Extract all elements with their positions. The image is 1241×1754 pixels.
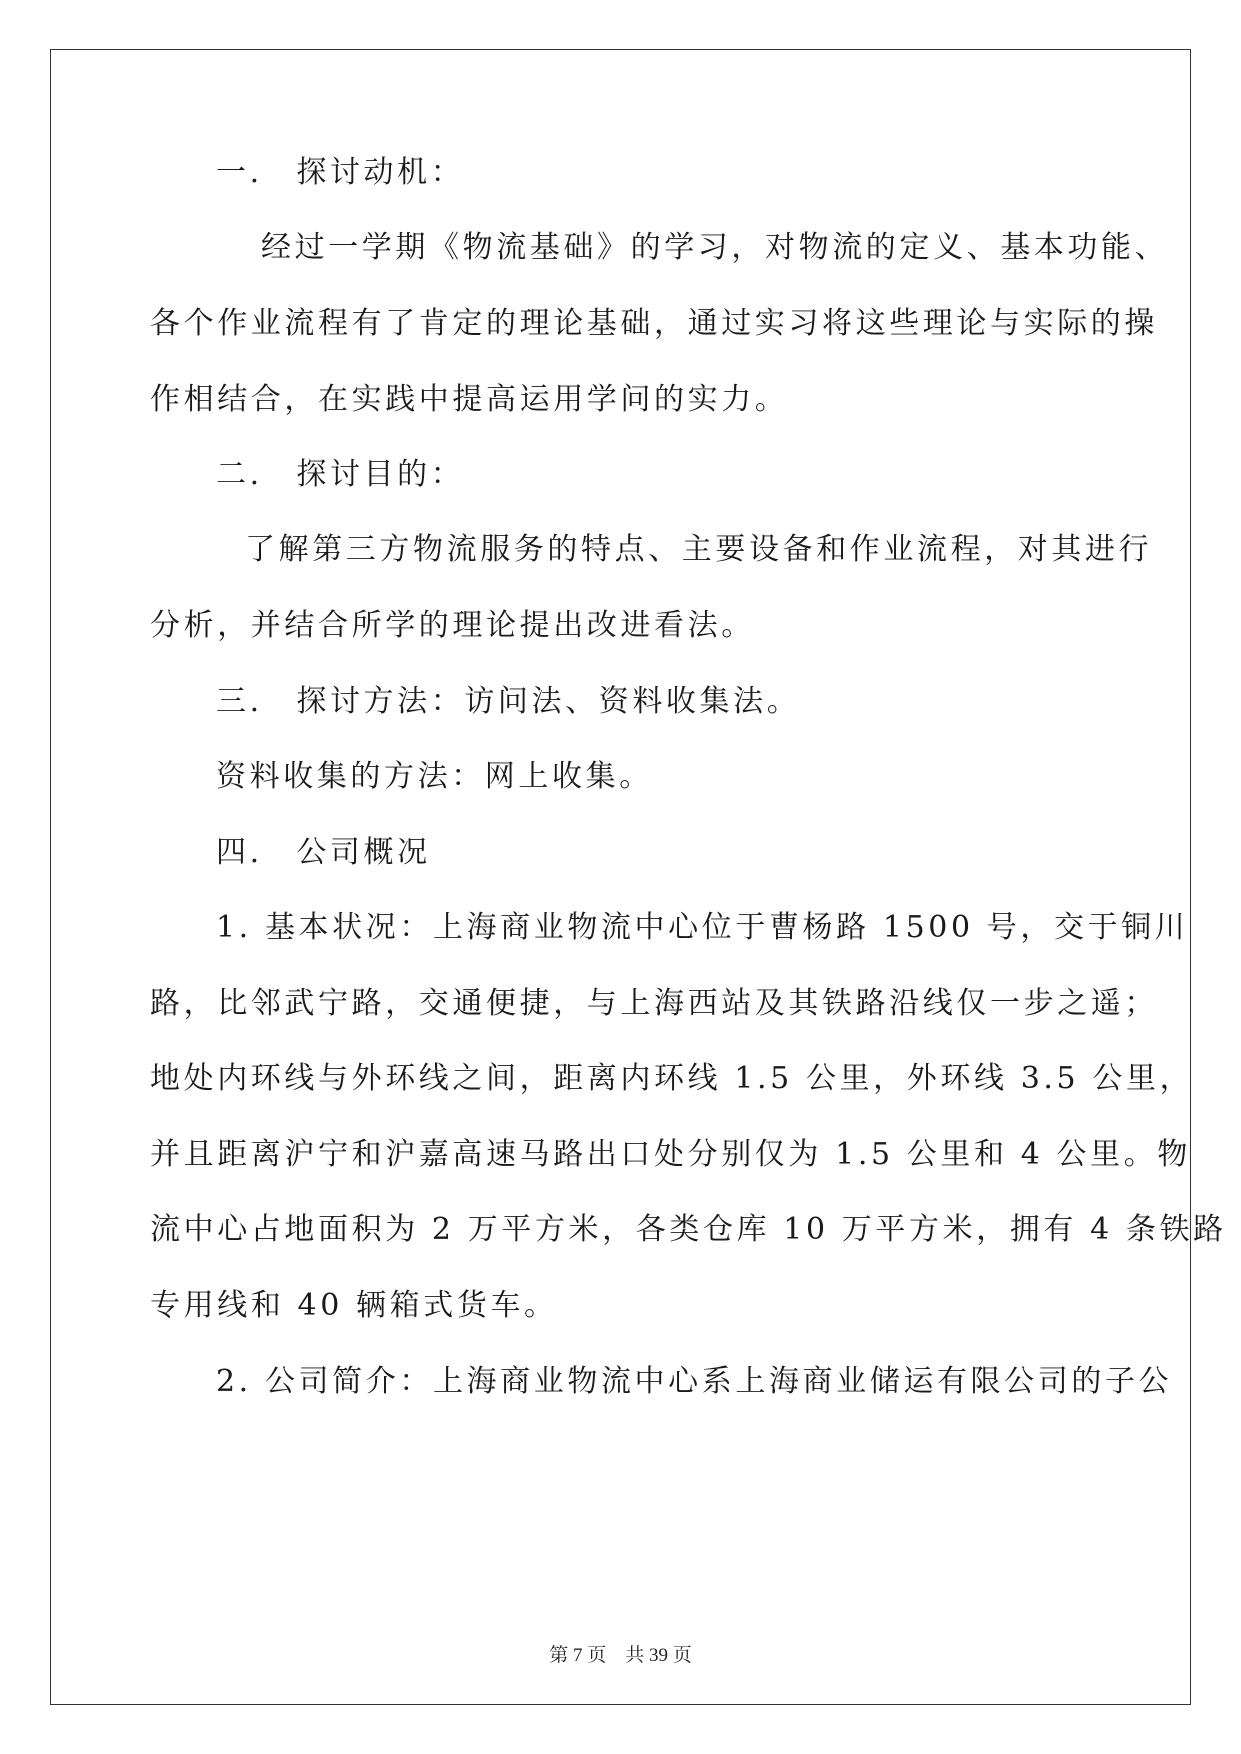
heading-research-goal: 二. 探讨目的：	[216, 457, 465, 492]
paragraph-line: 分析，并结合所学的理论提出改进看法。	[150, 608, 755, 643]
paragraph-line: 了解第三方物流服务的特点、主要设备和作业流程，对其进行	[245, 532, 1153, 567]
paragraph-line: 并且距离沪宁和沪嘉高速马路出口处分别仅为 1.5 公里和 4 公里。物	[150, 1137, 1191, 1172]
heading-company-overview: 四. 公司概况	[216, 835, 431, 870]
paragraph-line: 1. 基本状况：上海商业物流中心位于曹杨路 1500 号，交于铜川	[216, 910, 1189, 945]
page-border	[50, 49, 1194, 1705]
paragraph-line: 地处内环线与外环线之间，距离内环线 1.5 公里，外环线 3.5 公里，	[150, 1061, 1194, 1096]
paragraph-line: 2. 公司简介：上海商业物流中心系上海商业储运有限公司的子公	[216, 1364, 1173, 1399]
heading-research-method: 三. 探讨方法：访问法、资料收集法。	[216, 684, 801, 719]
paragraph-line: 资料收集的方法：网上收集。	[216, 759, 653, 794]
paragraph-line: 经过一学期《物流基础》的学习，对物流的定义、基本功能、	[261, 230, 1169, 265]
heading-research-motive: 一. 探讨动机：	[216, 155, 465, 190]
paragraph-line: 专用线和 40 辆箱式货车。	[150, 1288, 558, 1323]
paragraph-line: 流中心占地面积为 2 万平方米，各类仓库 10 万平方米，拥有 4 条铁路	[150, 1212, 1227, 1247]
paragraph-line: 作相结合，在实践中提高运用学问的实力。	[150, 382, 789, 417]
paragraph-line: 各个作业流程有了肯定的理论基础，通过实习将这些理论与实际的操	[150, 306, 1158, 341]
page-number-footer: 第 7 页 共 39 页	[549, 1645, 692, 1666]
paragraph-line: 路，比邻武宁路，交通便捷，与上海西站及其铁路沿线仅一步之遥；	[150, 986, 1158, 1021]
